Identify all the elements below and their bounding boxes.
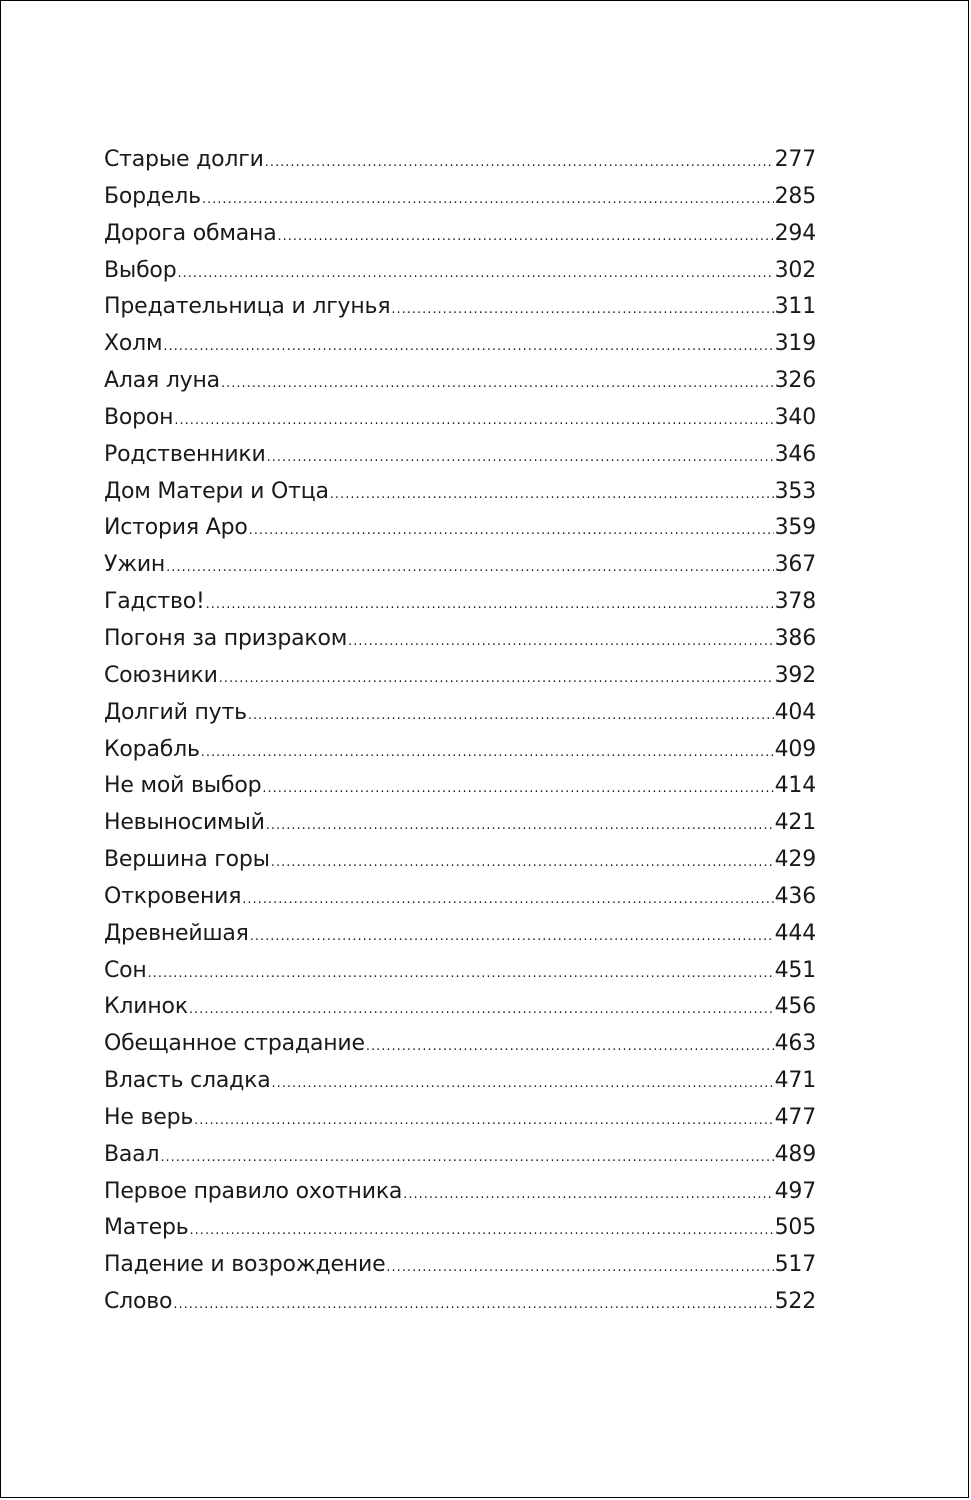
toc-entry [104, 695, 816, 732]
toc-entry-page: 367 [774, 552, 816, 578]
dot-leader [190, 1213, 774, 1250]
toc-entry-page: 285 [774, 183, 816, 209]
toc-entry-title: Откровения [104, 883, 242, 909]
toc-entry-page: 471 [774, 1068, 816, 1094]
dot-leader [248, 698, 774, 735]
dot-leader [189, 992, 774, 1029]
toc-entry [104, 621, 816, 658]
toc-entry-title: Холм [104, 331, 163, 357]
toc-entry [104, 179, 816, 216]
dot-leader [262, 771, 773, 808]
toc-entry-title: Не верь [104, 1104, 194, 1130]
table-of-contents [104, 142, 816, 1321]
dot-leader [403, 1177, 773, 1214]
toc-entry [104, 584, 816, 621]
toc-entry-page: 505 [774, 1215, 816, 1241]
toc-entry-title: Выбор [104, 257, 177, 283]
toc-entry-title: Долгий путь [104, 699, 247, 725]
toc-entry-title: Матерь [104, 1215, 189, 1241]
toc-entry [104, 142, 816, 179]
toc-entry [104, 1174, 816, 1211]
toc-entry [104, 989, 816, 1026]
toc-entry-page: 463 [774, 1031, 816, 1057]
toc-entry [104, 1063, 816, 1100]
toc-entry-page: 359 [774, 515, 816, 541]
dot-leader [194, 1103, 773, 1140]
toc-entry [104, 1137, 816, 1174]
toc-entry-page: 477 [774, 1104, 816, 1130]
toc-entry [104, 474, 816, 511]
dot-leader [174, 403, 773, 440]
dot-leader [271, 845, 774, 882]
toc-entry-title: Не мой выбор [104, 773, 262, 799]
toc-entry-page: 429 [774, 847, 816, 873]
toc-entry [104, 216, 816, 253]
toc-entry-title: Ужин [104, 552, 166, 578]
toc-entry-title: Корабль [104, 736, 200, 762]
toc-entry [104, 842, 816, 879]
toc-entry-title: Вершина горы [104, 847, 270, 873]
toc-entry-page: 404 [774, 699, 816, 725]
toc-entry-page: 340 [774, 404, 816, 430]
toc-entry-page: 517 [774, 1252, 816, 1278]
toc-entry-title: Слово [104, 1289, 173, 1315]
toc-entry-title: Власть сладка [104, 1068, 271, 1094]
toc-entry-title: Клинок [104, 994, 188, 1020]
dot-leader [201, 735, 774, 772]
toc-entry [104, 1026, 816, 1063]
dot-leader [202, 182, 774, 219]
dot-leader [173, 1287, 773, 1324]
dot-leader [160, 1140, 773, 1177]
toc-entry [104, 253, 816, 290]
toc-entry [104, 658, 816, 695]
toc-entry [104, 805, 816, 842]
toc-entry-page: 421 [774, 810, 816, 836]
toc-entry-title: Старые долги [104, 147, 264, 172]
toc-entry-title: История Аро [104, 515, 248, 541]
dot-leader [386, 1250, 773, 1287]
toc-entry [104, 326, 816, 363]
dot-leader [348, 624, 773, 661]
dot-leader [219, 661, 774, 698]
toc-entry-page: 409 [774, 736, 816, 762]
toc-entry-page: 353 [774, 478, 816, 504]
dot-leader [148, 956, 774, 993]
toc-entry [104, 547, 816, 584]
toc-entry [104, 1247, 816, 1284]
toc-entry-title: Ворон [104, 404, 174, 430]
toc-entry [104, 289, 816, 326]
toc-entry-title: Родственники [104, 441, 266, 467]
toc-entry-page: 444 [774, 920, 816, 946]
toc-entry-page: 294 [774, 220, 816, 246]
dot-leader [277, 219, 773, 256]
toc-entry-page: 346 [774, 441, 816, 467]
toc-entry-title: Бордель [104, 183, 201, 209]
toc-entry [104, 1100, 816, 1137]
toc-entry-title: Союзники [104, 662, 218, 688]
toc-entry-page: 522 [774, 1289, 816, 1315]
toc-entry-title: Обещанное страдание [104, 1031, 365, 1057]
toc-entry-title: Гадство! [104, 589, 205, 615]
dot-leader [242, 882, 773, 919]
dot-leader [221, 366, 774, 403]
dot-leader [391, 292, 773, 329]
toc-entry [104, 400, 816, 437]
toc-entry-page: 378 [774, 589, 816, 615]
toc-entry-page: 414 [774, 773, 816, 799]
toc-entry-title: Дорога обмана [104, 220, 277, 246]
toc-entry-title: Невыносимый [104, 810, 265, 836]
toc-entry [104, 768, 816, 805]
dot-leader [206, 587, 774, 624]
dot-leader [266, 808, 774, 845]
toc-entry-title: Падение и возрождение [104, 1252, 386, 1278]
toc-entry-page: 302 [774, 257, 816, 283]
toc-entry-title: Сон [104, 957, 147, 983]
dot-leader [267, 440, 774, 477]
dot-leader [166, 550, 773, 587]
dot-leader [177, 256, 773, 293]
toc-entry-title: Древнейшая [104, 920, 249, 946]
toc-entry-title: Дом Матери и Отца [104, 478, 329, 504]
toc-entry [104, 732, 816, 769]
dot-leader [250, 919, 774, 956]
toc-entry-title: Алая луна [104, 368, 220, 394]
toc-entry-page: 436 [774, 883, 816, 909]
toc-entry-page: 392 [774, 662, 816, 688]
toc-entry-page: 489 [774, 1141, 816, 1167]
dot-leader [272, 1066, 774, 1103]
toc-entry [104, 363, 816, 400]
toc-entry [104, 437, 816, 474]
toc-entry-page: 319 [774, 331, 816, 357]
dot-leader [249, 513, 774, 550]
dot-leader [163, 329, 773, 366]
toc-entry-page: 277 [774, 147, 816, 172]
toc-entry [104, 510, 816, 547]
toc-entry-page: 326 [774, 368, 816, 394]
toc-entry [104, 916, 816, 953]
toc-entry-title: Предательница и лгунья [104, 294, 391, 320]
toc-entry-page: 451 [774, 957, 816, 983]
toc-entry-page: 311 [774, 294, 816, 320]
toc-entry [104, 1284, 816, 1321]
toc-entry-page: 456 [774, 994, 816, 1020]
toc-entry [104, 953, 816, 990]
toc-entry [104, 1210, 816, 1247]
toc-entry [104, 879, 816, 916]
toc-entry-title: Погоня за призраком [104, 625, 348, 651]
dot-leader [366, 1029, 774, 1066]
toc-entry-title: Ваал [104, 1141, 160, 1167]
dot-leader [265, 145, 774, 182]
toc-entry-page: 497 [774, 1178, 816, 1204]
toc-entry-title: Первое правило охотника [104, 1178, 403, 1204]
toc-entry-page: 386 [774, 625, 816, 651]
dot-leader [330, 477, 774, 514]
